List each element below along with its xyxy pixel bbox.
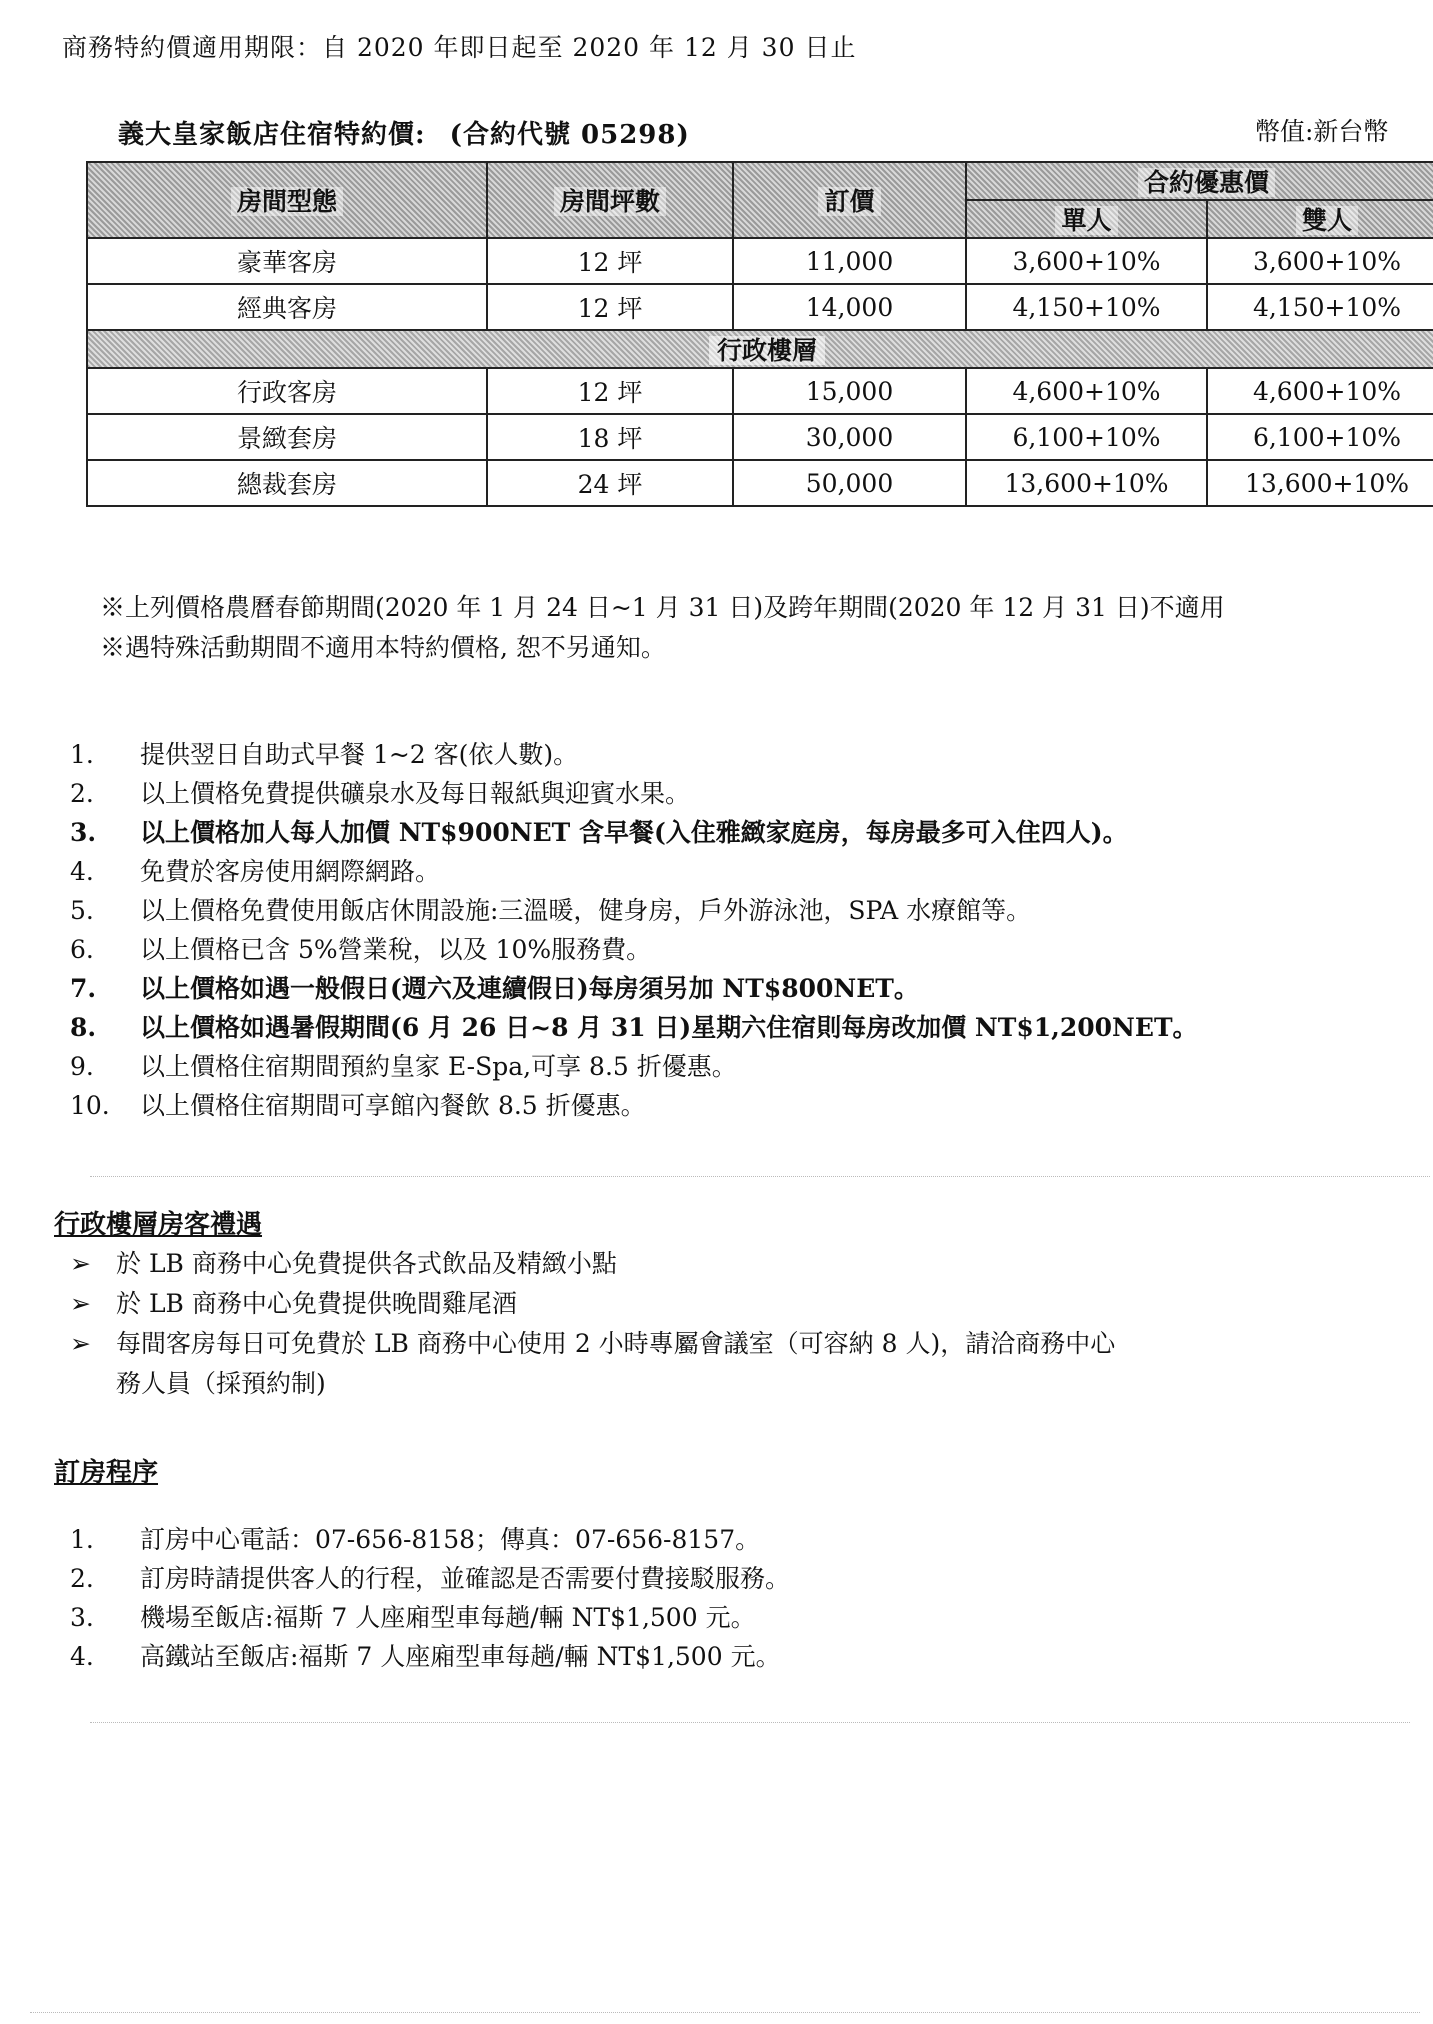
table-row (87, 414, 1433, 460)
header-rack-rate: 訂價 (733, 162, 966, 238)
notes (100, 588, 1225, 668)
executive-floor-label: 行政樓層 (87, 330, 1433, 368)
note-item: ※遇特殊活動期間不適用本特約價格, 恕不另通知。 (100, 633, 666, 662)
cell-room-type: 景緻套房 (87, 414, 487, 460)
list-item: 1. 訂房中心電話：07-656-8158；傳真：07-656-8157。 (70, 1525, 761, 1554)
cell-size: 12 坪 (487, 284, 733, 330)
table-row (87, 460, 1433, 506)
cell-single: 13,600+10% (966, 460, 1207, 506)
hotel-rate-title (118, 114, 690, 151)
cell-size: 18 坪 (487, 414, 733, 460)
list-item: 3. 以上價格加人每人加價 NT$900NET 含早餐(入住雅緻家庭房，每房最多可入住四人)。 (70, 818, 1128, 847)
cell-room-type: 經典客房 (87, 284, 487, 330)
header-contract-price: 合約優惠價 (966, 162, 1433, 200)
cell-rack: 11,000 (733, 238, 966, 284)
list-item: 6. 以上價格已含 5%營業稅，以及 10%服務費。 (70, 935, 652, 964)
cell-single: 6,100+10% (966, 414, 1207, 460)
cell-double: 6,100+10% (1207, 414, 1433, 460)
list-item: 3. 機場至飯店:福斯 7 人座廂型車每趟/輛 NT$1,500 元。 (70, 1603, 756, 1632)
header-room-type: 房間型態 (87, 162, 487, 238)
cell-room-type: 行政客房 (87, 368, 487, 414)
cell-double: 4,150+10% (1207, 284, 1433, 330)
note-item: ※上列價格農曆春節期間(2020 年 1 月 24 日~1 月 31 日)及跨年期間(2020 年 12 月 31 日)不適用 (100, 593, 1225, 622)
list-item: 10. 以上價格住宿期間可享館內餐飲 8.5 折優惠。 (70, 1091, 646, 1120)
booking-list (70, 1520, 790, 1676)
cell-size: 12 坪 (487, 238, 733, 284)
header-double: 雙人 (1207, 200, 1433, 238)
table-row (87, 284, 1433, 330)
list-item: 1. 提供翌日自助式早餐 1~2 客(依人數)。 (70, 740, 579, 769)
list-item: ➢ 每間客房每日可免費於 LB 商務中心使用 2 小時專屬會議室（可容納 8 人)，請洽商務中心 (70, 1324, 1115, 1364)
cell-double: 3,600+10% (1207, 238, 1433, 284)
cell-single: 4,150+10% (966, 284, 1207, 330)
cell-rack: 50,000 (733, 460, 966, 506)
validity-period: 商務特約價適用期限：自 2020 年即日起至 2020 年 12 月 30 日止 (62, 33, 857, 62)
list-item: 5. 以上價格免費使用飯店休閒設施:三溫暖，健身房，戶外游泳池，SPA 水療館等。 (70, 896, 1032, 925)
scan-divider (90, 1176, 1430, 1178)
rate-table (86, 161, 1433, 507)
list-item: ➢ 於 LB 商務中心免費提供各式飲品及精緻小點 (70, 1244, 1115, 1284)
list-item-continuation: 務人員（採預約制) (116, 1369, 326, 1398)
cell-size: 24 坪 (487, 460, 733, 506)
cell-single: 4,600+10% (966, 368, 1207, 414)
cell-size: 12 坪 (487, 368, 733, 414)
list-item: 2. 以上價格免費提供礦泉水及每日報紙與迎賓水果。 (70, 779, 691, 808)
list-item: 9. 以上價格住宿期間預約皇家 E-Spa,可享 8.5 折優惠。 (70, 1052, 737, 1081)
executive-perks-list (70, 1244, 1115, 1404)
contract-code: (合約代號 05298) (449, 120, 690, 150)
list-item: 4. 高鐵站至飯店:福斯 7 人座廂型車每趟/輛 NT$1,500 元。 (70, 1642, 781, 1671)
header-single: 單人 (966, 200, 1207, 238)
terms-list (70, 735, 1198, 1125)
arrow-bullet-icon: ➢ (70, 1289, 91, 1318)
cell-single: 3,600+10% (966, 238, 1207, 284)
currency-label: 幣值:新台幣 (1255, 117, 1389, 146)
list-item: 8. 以上價格如遇暑假期間(6 月 26 日~8 月 31 日)星期六住宿則每房改加價 NT$1,200NET。 (70, 1013, 1198, 1042)
cell-double: 4,600+10% (1207, 368, 1433, 414)
scan-divider (90, 1722, 1410, 1724)
table-row (87, 238, 1433, 284)
arrow-bullet-icon: ➢ (70, 1249, 91, 1278)
list-item: 4. 免費於客房使用網際網路。 (70, 857, 441, 886)
cell-rack: 14,000 (733, 284, 966, 330)
cell-rack: 15,000 (733, 368, 966, 414)
list-item: 2. 訂房時請提供客人的行程，並確認是否需要付費接駁服務。 (70, 1564, 791, 1593)
arrow-bullet-icon: ➢ (70, 1329, 91, 1358)
title-text: 義大皇家飯店住宿特約價: (118, 120, 426, 150)
cell-room-type: 總裁套房 (87, 460, 487, 506)
header-size: 房間坪數 (487, 162, 733, 238)
cell-double: 13,600+10% (1207, 460, 1433, 506)
scan-divider (30, 2012, 1420, 2014)
list-item: 7. 以上價格如遇一般假日(週六及連續假日)每房須另加 NT$800NET。 (70, 974, 919, 1003)
booking-heading: 訂房程序 (54, 1458, 159, 1488)
cell-rack: 30,000 (733, 414, 966, 460)
cell-room-type: 豪華客房 (87, 238, 487, 284)
table-row (87, 368, 1433, 414)
executive-floor-band (87, 330, 1433, 368)
executive-perks-heading: 行政樓層房客禮遇 (54, 1210, 263, 1240)
list-item: ➢ 於 LB 商務中心免費提供晚間雞尾酒 (70, 1284, 1115, 1324)
